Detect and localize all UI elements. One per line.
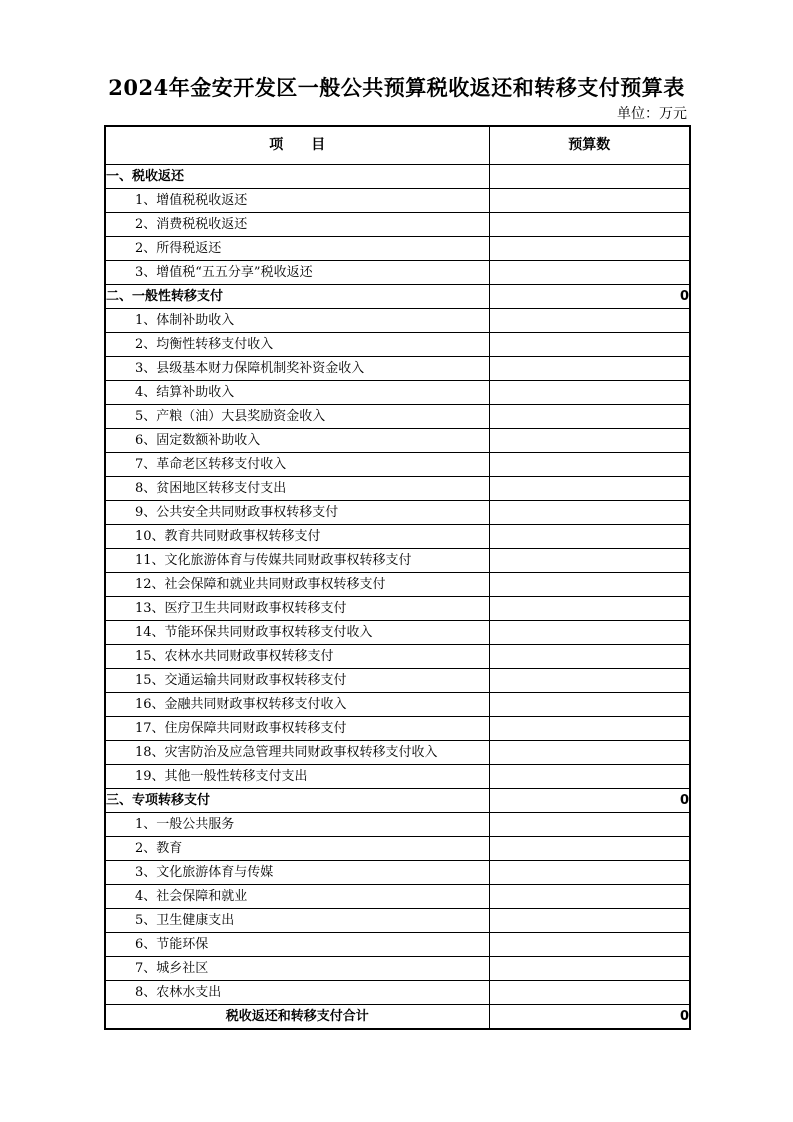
table-row [105,957,690,981]
item-amount [489,525,690,549]
item-label: 16、金融共同财政事权转移支付收入 [105,693,489,717]
table-row [105,741,690,765]
item-column-header: 项 目 [105,126,489,165]
item-label: 14、节能环保共同财政事权转移支付收入 [105,621,489,645]
item-label: 9、公共安全共同财政事权转移支付 [105,501,489,525]
item-amount [489,933,690,957]
document-title: 2024年金安开发区一般公共预算税收返还和转移支付预算表 [108,75,685,100]
table-row [105,909,690,933]
section-row [105,789,690,813]
item-label: 4、社会保障和就业 [105,885,489,909]
item-label: 3、文化旅游体育与传媒 [105,861,489,885]
item-label: 6、固定数额补助收入 [105,429,489,453]
item-amount [489,453,690,477]
item-amount [489,717,690,741]
item-label: 2、所得税返还 [105,237,489,261]
table-row [105,309,690,333]
table-row [105,477,690,501]
amount-column-header: 预算数 [489,126,690,165]
table-row [105,597,690,621]
table-row [105,525,690,549]
table-row [105,861,690,885]
item-label: 15、交通运输共同财政事权转移支付 [105,669,489,693]
item-amount [489,645,690,669]
item-label: 19、其他一般性转移支付支出 [105,765,489,789]
table-row [105,717,690,741]
table-row [105,573,690,597]
item-label: 1、体制补助收入 [105,309,489,333]
table-row [105,645,690,669]
total-label: 税收返还和转移支付合计 [105,1005,489,1030]
item-amount [489,693,690,717]
item-amount [489,189,690,213]
table-row [105,237,690,261]
item-label: 5、产粮（油）大县奖励资金收入 [105,405,489,429]
total-amount: 0 [489,1005,690,1030]
item-amount [489,213,690,237]
table-row [105,693,690,717]
item-label: 18、灾害防治及应急管理共同财政事权转移支付收入 [105,741,489,765]
table-row [105,981,690,1005]
item-amount [489,669,690,693]
item-label: 2、消费税税收返还 [105,213,489,237]
item-amount [489,405,690,429]
item-amount [489,573,690,597]
item-amount [489,981,690,1005]
item-amount [489,741,690,765]
item-amount [489,309,690,333]
item-label: 8、贫困地区转移支付支出 [105,477,489,501]
item-amount [489,765,690,789]
section-amount: 0 [489,285,690,309]
item-label: 17、住房保障共同财政事权转移支付 [105,717,489,741]
section-row [105,285,690,309]
table-header-row [105,126,690,165]
item-label: 15、农林水共同财政事权转移支付 [105,645,489,669]
item-label: 12、社会保障和就业共同财政事权转移支付 [105,573,489,597]
section-label: 二、一般性转移支付 [105,285,489,309]
table-row [105,669,690,693]
item-amount [489,477,690,501]
unit-label: 单位：万元 [617,106,687,122]
item-amount [489,381,690,405]
section-row [105,165,690,189]
item-label: 2、教育 [105,837,489,861]
item-label: 11、文化旅游体育与传媒共同财政事权转移支付 [105,549,489,573]
table-row [105,261,690,285]
item-amount [489,429,690,453]
table-row [105,621,690,645]
item-label: 1、增值税税收返还 [105,189,489,213]
section-label: 三、专项转移支付 [105,789,489,813]
item-amount [489,861,690,885]
item-label: 10、教育共同财政事权转移支付 [105,525,489,549]
item-amount [489,837,690,861]
item-amount [489,237,690,261]
item-amount [489,813,690,837]
table-row [105,405,690,429]
item-label: 4、结算补助收入 [105,381,489,405]
item-amount [489,621,690,645]
table-row [105,837,690,861]
item-label: 7、城乡社区 [105,957,489,981]
section-amount: 0 [489,789,690,813]
item-amount [489,549,690,573]
table-row [105,213,690,237]
table-row [105,453,690,477]
item-label: 8、农林水支出 [105,981,489,1005]
section-label: 一、税收返还 [105,165,489,189]
item-label: 7、革命老区转移支付收入 [105,453,489,477]
table-row [105,765,690,789]
item-amount [489,333,690,357]
table-row [105,885,690,909]
table-row [105,357,690,381]
table-row [105,189,690,213]
section-amount [489,165,690,189]
budget-table [104,125,691,1030]
table-row [105,813,690,837]
item-label: 13、医疗卫生共同财政事权转移支付 [105,597,489,621]
item-amount [489,357,690,381]
item-amount [489,597,690,621]
item-label: 3、增值税“五五分享”税收返还 [105,261,489,285]
table-row [105,381,690,405]
table-row [105,429,690,453]
total-row [105,1005,690,1030]
item-amount [489,261,690,285]
item-label: 3、县级基本财力保障机制奖补资金收入 [105,357,489,381]
table-row [105,549,690,573]
item-amount [489,909,690,933]
table-row [105,933,690,957]
item-amount [489,501,690,525]
item-amount [489,885,690,909]
item-label: 1、一般公共服务 [105,813,489,837]
item-label: 2、均衡性转移支付收入 [105,333,489,357]
item-amount [489,957,690,981]
item-label: 6、节能环保 [105,933,489,957]
table-row [105,333,690,357]
table-row [105,501,690,525]
item-label: 5、卫生健康支出 [105,909,489,933]
